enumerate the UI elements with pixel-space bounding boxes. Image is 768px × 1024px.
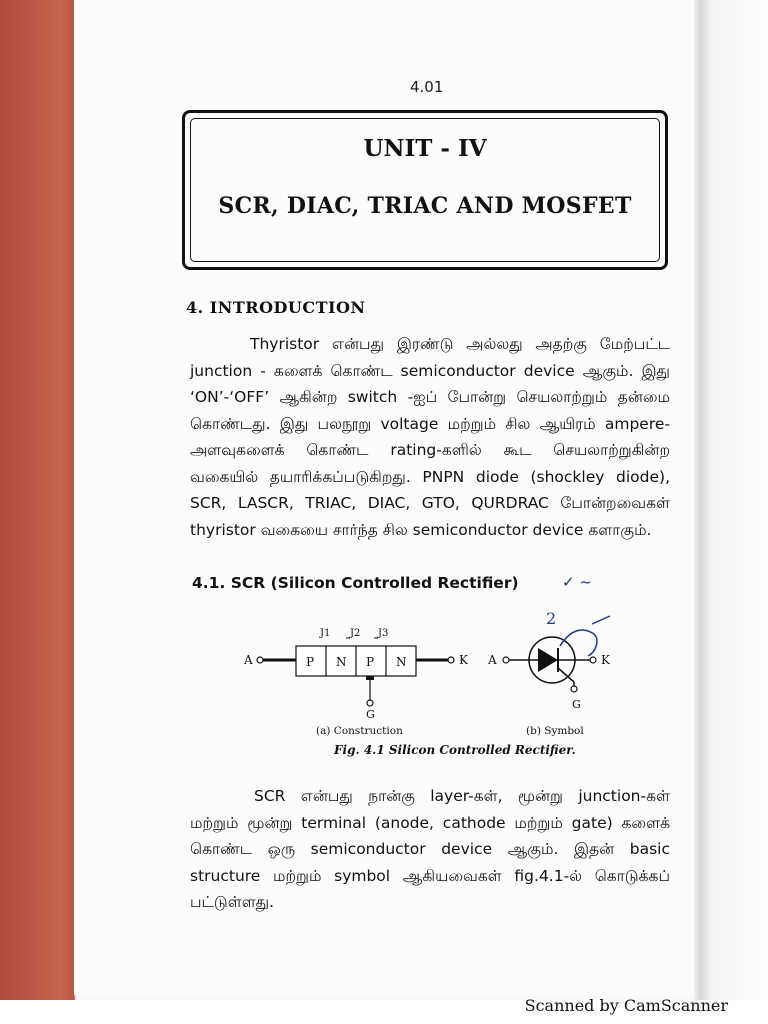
introduction-paragraph	[190, 331, 670, 543]
junction-label-j1: J1	[320, 628, 331, 639]
anode-terminal	[257, 657, 263, 663]
title-box	[182, 110, 668, 270]
section-4-1-heading: 4.1. SCR (Silicon Controlled Rectifier)	[192, 574, 519, 592]
gate-label-construction: G	[366, 708, 375, 721]
camscanner-watermark: Scanned by CamScanner	[524, 996, 728, 1015]
introduction-heading: 4. INTRODUCTION	[186, 298, 366, 317]
symbol-gate-terminal	[571, 686, 577, 692]
page-number: 4.01	[410, 78, 444, 96]
anode-label-a: A	[244, 653, 253, 667]
gate-terminal-construction	[367, 700, 373, 706]
unit-title: UNIT - IV	[363, 135, 487, 162]
junction-label-j3: J3	[378, 628, 389, 639]
cathode-label-k: K	[459, 653, 468, 667]
scr-text: SCR என்பது நான்கு layer-கள், மூன்று junction-கள் மற்றும் மூன்று terminal (anode, cathode மற்றும் gate) களைக் கொண்ட ஒரு semiconductor device ஆகும். இதன் basic structure மற்றும் symbol ஆகியவைகள் fig.4.1-ல் கொடுக்கப் பட்டுள்ளது.	[190, 787, 670, 911]
handwritten-annotation	[560, 616, 610, 656]
symbol-cathode-terminal	[590, 657, 596, 663]
symbol-anode-terminal	[503, 657, 509, 663]
scr-symbol-triangle	[538, 648, 558, 672]
layer-p2: P	[366, 655, 375, 669]
junction-label-j2: J2	[350, 628, 361, 639]
layer-p1: P	[306, 655, 315, 669]
layer-n2: N	[396, 655, 407, 669]
symbol-anode-label: A	[488, 653, 497, 667]
handwritten-tick-mark: ✓ ~	[562, 573, 592, 591]
scr-paragraph	[190, 783, 670, 916]
scr-figure	[230, 608, 630, 768]
figure-caption: Fig. 4.1 Silicon Controlled Rectifier.	[334, 743, 576, 757]
introduction-text: Thyristor என்பது இரண்டு அல்லது அதற்கு மேற்பட்ட junction - களைக் கொண்ட semiconductor device ஆகும். இது ‘ON’-‘OFF’ ஆகின்ற switch -ஐப் போன்று செயலாற்றும் தன்மை கொண்டது. இது பலநூறு voltage மற்றும் சில ஆயிரம் ampere-அளவுகளைக் கொண்ட rating-களில் கூட செயலாற்றுகின்ற வகையில் தயாரிக்கப்படுகிறது. PNPN diode (shockley diode), SCR, LASCR, TRIAC, DIAC, GTO, QURDRAC போன்றவைகள் thyristor வகையை சார்ந்த சில semiconductor device களாகும்.	[190, 335, 670, 539]
cathode-terminal	[448, 657, 454, 663]
symbol-gate-label: G	[572, 698, 581, 711]
handwritten-number: 2	[546, 609, 557, 628]
layer-n1: N	[336, 655, 347, 669]
caption-symbol: (b) Symbol	[526, 725, 584, 737]
symbol-cathode-label: K	[601, 653, 610, 667]
chapter-title: SCR, DIAC, TRIAC AND MOSFET	[218, 193, 632, 219]
caption-construction: (a) Construction	[316, 725, 403, 737]
